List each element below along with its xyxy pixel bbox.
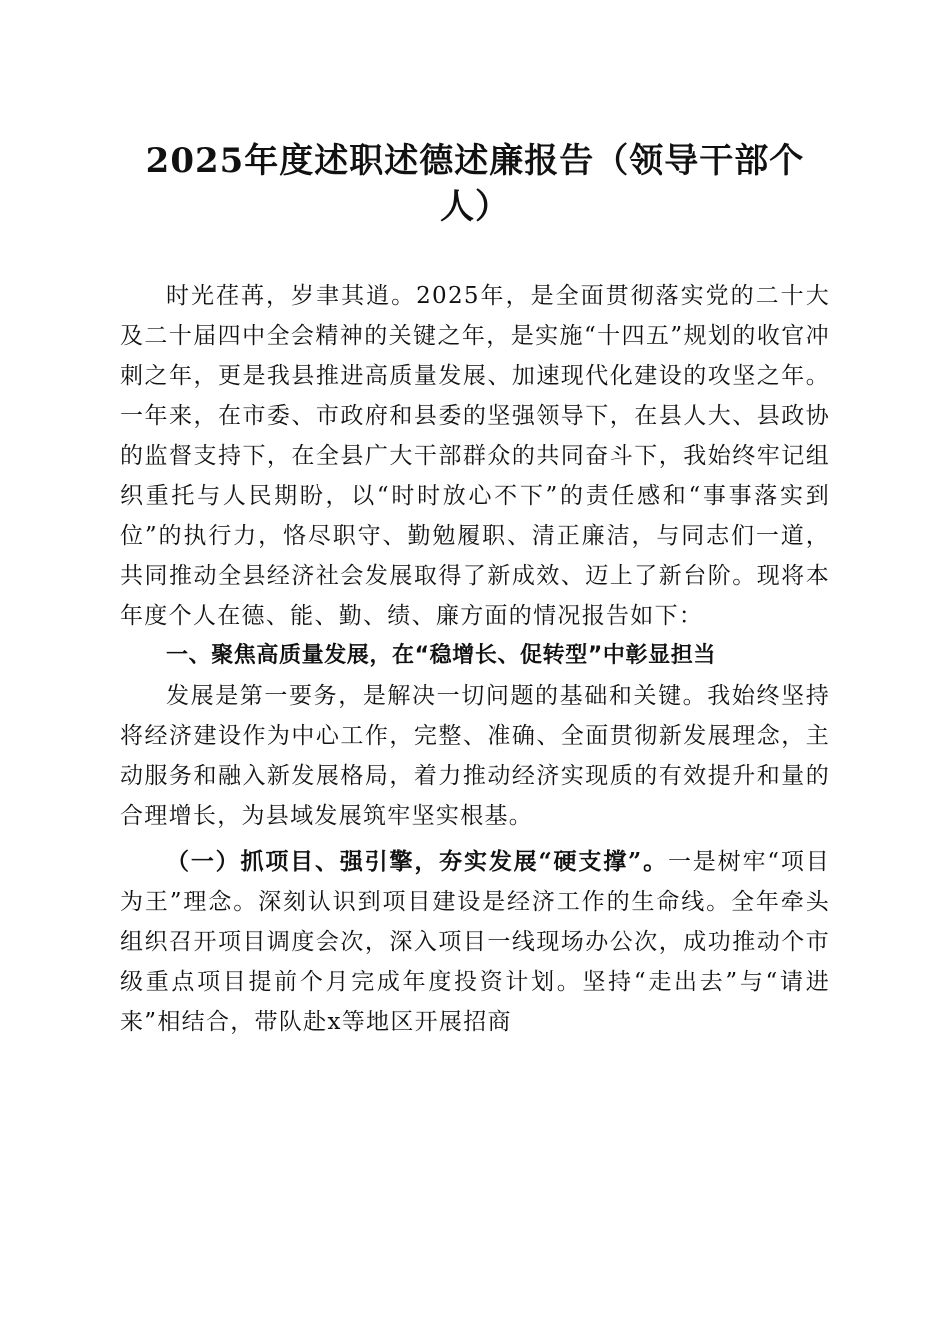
subsection-1-title: （一）抓项目、强引擎，夯实发展“硬支撑”。	[166, 848, 668, 875]
subsection-1-body: 一是树牢“项目为王”理念。深刻认识到项目建设是经济工作的生命线。全年牵头组织召开项目调度会次，深入项目一线现场办公次，成功推动个市级重点项目提前个月完成年度投资计划。坚持“走出去”与“请进来”相结合，带队赴x等地区开展招商	[120, 849, 831, 1035]
document-body	[120, 276, 830, 1042]
subsection-1-paragraph	[120, 842, 830, 1042]
document-title: 2025年度述职述德述廉报告（领导干部个人）	[145, 141, 805, 227]
section-heading-1: 一、聚焦高质量发展，在“稳增长、促转型”中彰显担当	[166, 643, 716, 668]
section-1-paragraph: 发展是第一要务，是解决一切问题的基础和关键。我始终坚持将经济建设作为中心工作，完整、准确、全面贯彻新发展理念，主动服务和融入新发展格局，着力推动经济实现质的有效提升和量的合理增长，为县域发展筑牢坚实根基。	[120, 683, 830, 829]
intro-paragraph: 时光荏苒，岁聿其逍。2025年，是全面贯彻落实党的二十大及二十届四中全会精神的关键之年，是实施“十四五”规划的收官冲刺之年，更是我县推进高质量发展、加速现代化建设的攻坚之年。一年来，在市委、市政府和县委的坚强领导下，在县人大、县政协的监督支持下，在全县广大干部群众的共同奋斗下，我始终牢记组织重托与人民期盼，以“时时放心不下”的责任感和“事事落实到位”的执行力，恪尽职守、勤勉履职、清正廉洁，与同志们一道，共同推动全县经济社会发展取得了新成效、迈上了新台阶。现将本年度个人在德、能、勤、绩、廉方面的情况报告如下：	[120, 283, 830, 629]
